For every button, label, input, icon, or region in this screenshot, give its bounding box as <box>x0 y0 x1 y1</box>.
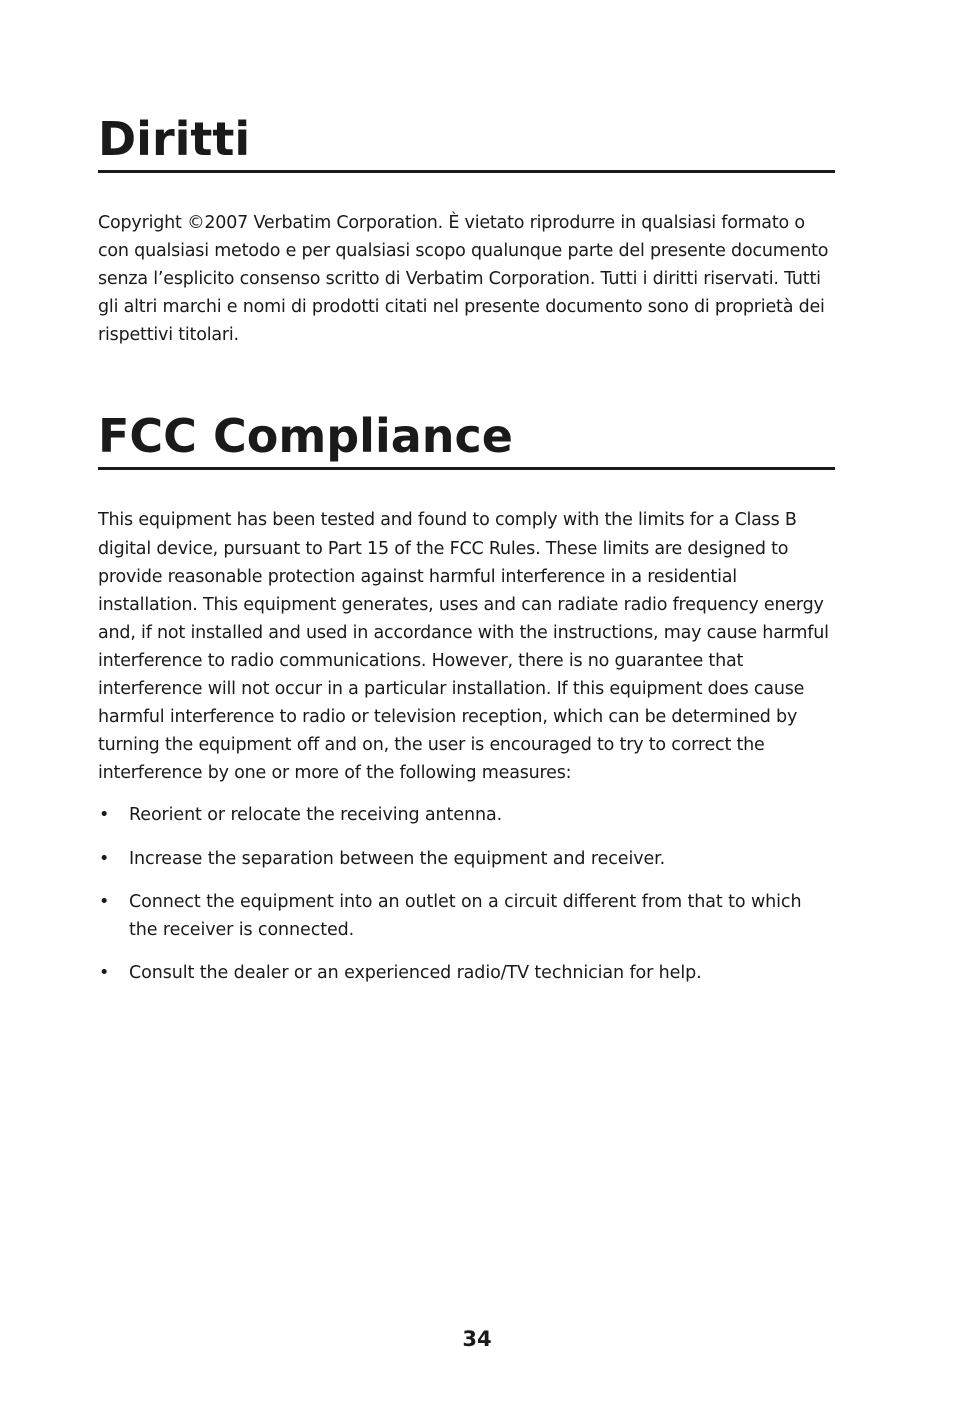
page-number: 34 <box>462 1327 492 1351</box>
fcc-paragraph: This equipment has been tested and found to comply with the limits for a Class B digital device, pursuant to Part 15 of the FCC Rules. These limits are designed to provide reasonable protection against harmful interference in a residential installation. This equipment generates, uses and can radiate radio frequency energy and, if not installed and used in accordance with the instructions, may cause harmful interference to radio communications. However, there is no guarantee that interference will not occur in a particular installation. If this equipment does cause harmful interference to radio or television reception, which can be determined by turning the equipment off and on, the user is encouraged to try to correct the interference by one or more of the following measures: <box>98 510 829 784</box>
bullet-icon: • <box>99 962 110 983</box>
list-item-text: Consult the dealer or an experienced radio/TV technician for help. <box>129 962 702 983</box>
section-title-diritti: Diritti <box>98 116 835 173</box>
list-item-text: Increase the separation between the equipment and receiver. <box>129 848 666 869</box>
list-item-text: Reorient or relocate the receiving antenna. <box>129 805 503 826</box>
bullet-icon: • <box>99 805 110 826</box>
list-item <box>98 959 835 987</box>
document-page <box>98 0 835 1002</box>
copyright-paragraph: Copyright ©2007 Verbatim Corporation. È vietato riprodurre in qualsiasi formato o con qualsiasi metodo e per qualsiasi scopo qualunque parte del presente documento senza l’esplicito consenso scritto di Verbatim Corporation. Tutti i diritti riservati. Tutti gli altri marchi e nomi di prodotti citati nel presente documento sono di proprietà dei rispettivi titolari. <box>98 213 829 346</box>
section-title-fcc-compliance: FCC Compliance <box>98 413 835 470</box>
list-item-text: Connect the equipment into an outlet on a circuit different from that to which the receiver is connected. <box>129 891 802 940</box>
list-item <box>98 801 835 829</box>
fcc-measures-list <box>98 801 835 986</box>
bullet-icon: • <box>99 891 110 912</box>
list-item <box>98 845 835 873</box>
list-item <box>98 888 835 944</box>
bullet-icon: • <box>99 848 110 869</box>
